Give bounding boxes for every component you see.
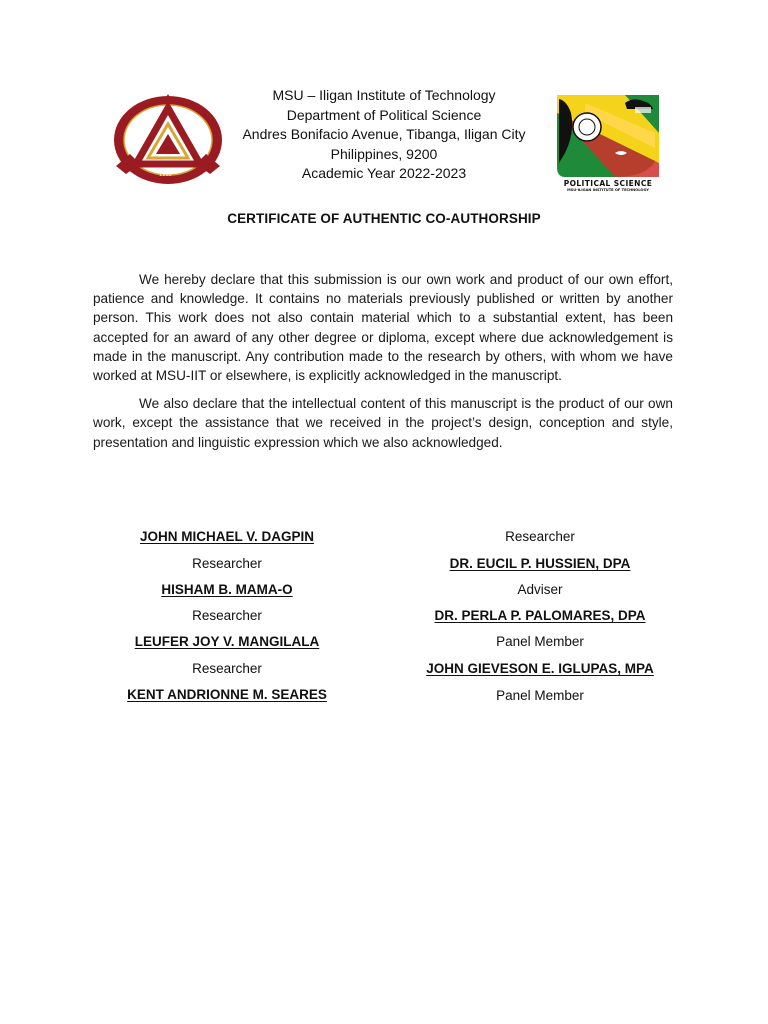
country-line: Philippines, 9200 — [330, 145, 438, 162]
logo-title: POLITICAL SCIENCE — [563, 179, 653, 188]
signatory-name: KENT ANDRIONNE M. SEARES — [127, 687, 327, 702]
institution-name: MSU – Iligan Institute of Technology — [272, 87, 496, 103]
seal-year: 1968 — [159, 172, 172, 178]
certificate-title: CERTIFICATE OF AUTHENTIC CO-AUTHORSHIP — [227, 211, 541, 226]
signatory-name: JOHN MICHAEL V. DAGPIN — [139, 529, 315, 544]
department-name: Department of Political Science — [286, 106, 482, 123]
logo-subtitle: MSU-ILIGAN INSTITUTE OF TECHNOLOGY — [567, 188, 649, 192]
signatory-name: JOHN GIEVESON E. IGLUPAS, MPA — [426, 661, 654, 676]
institution-header — [200, 86, 568, 184]
signatory-name: DR. EUCIL P. HUSSIEN, DPA — [449, 556, 631, 571]
signatory-name: DR. PERLA P. PALOMARES, DPA — [434, 608, 646, 623]
political-science-logo — [555, 93, 661, 195]
declaration-body — [93, 270, 673, 461]
address-line: Andres Bonifacio Avenue, Tibanga, Iligan City — [242, 126, 526, 142]
declaration-paragraph: We hereby declare that this submission is our own work and product of our own effort, patience and knowledge. It contains no materials previously published or written by another person. This work does not also contain material which to a substantial extent, has been accepted for an award of any other degree or diploma, except where due acknowledgement is made in the manuscript. Any contribution made to the research by others, with whom we have worked at MSU-IIT or elsewhere, is explicitly acknowledged in the manuscript. — [93, 272, 673, 384]
signatory-role: Adviser — [517, 582, 563, 597]
signatory-name: LEUFER JOY V. MANGILALA — [134, 634, 320, 649]
signatory-role: Panel Member — [496, 688, 584, 703]
signatory-name: HISHAM B. MAMA-O — [161, 582, 293, 597]
signatory-role: Researcher — [192, 608, 262, 623]
signatory-role: Researcher — [192, 661, 262, 676]
signatory-role: Researcher — [505, 529, 575, 544]
signatory-role: Researcher — [192, 556, 262, 571]
signatory-role: Panel Member — [496, 634, 584, 649]
academic-year: Academic Year 2022-2023 — [301, 165, 467, 181]
declaration-paragraph: We also declare that the intellectual content of this manuscript is the product of our own work, except the assistance that we received in the project’s design, conception and style, presentation and linguistic expression which we also acknowledged. — [93, 396, 673, 450]
political-science-icon — [555, 93, 661, 177]
